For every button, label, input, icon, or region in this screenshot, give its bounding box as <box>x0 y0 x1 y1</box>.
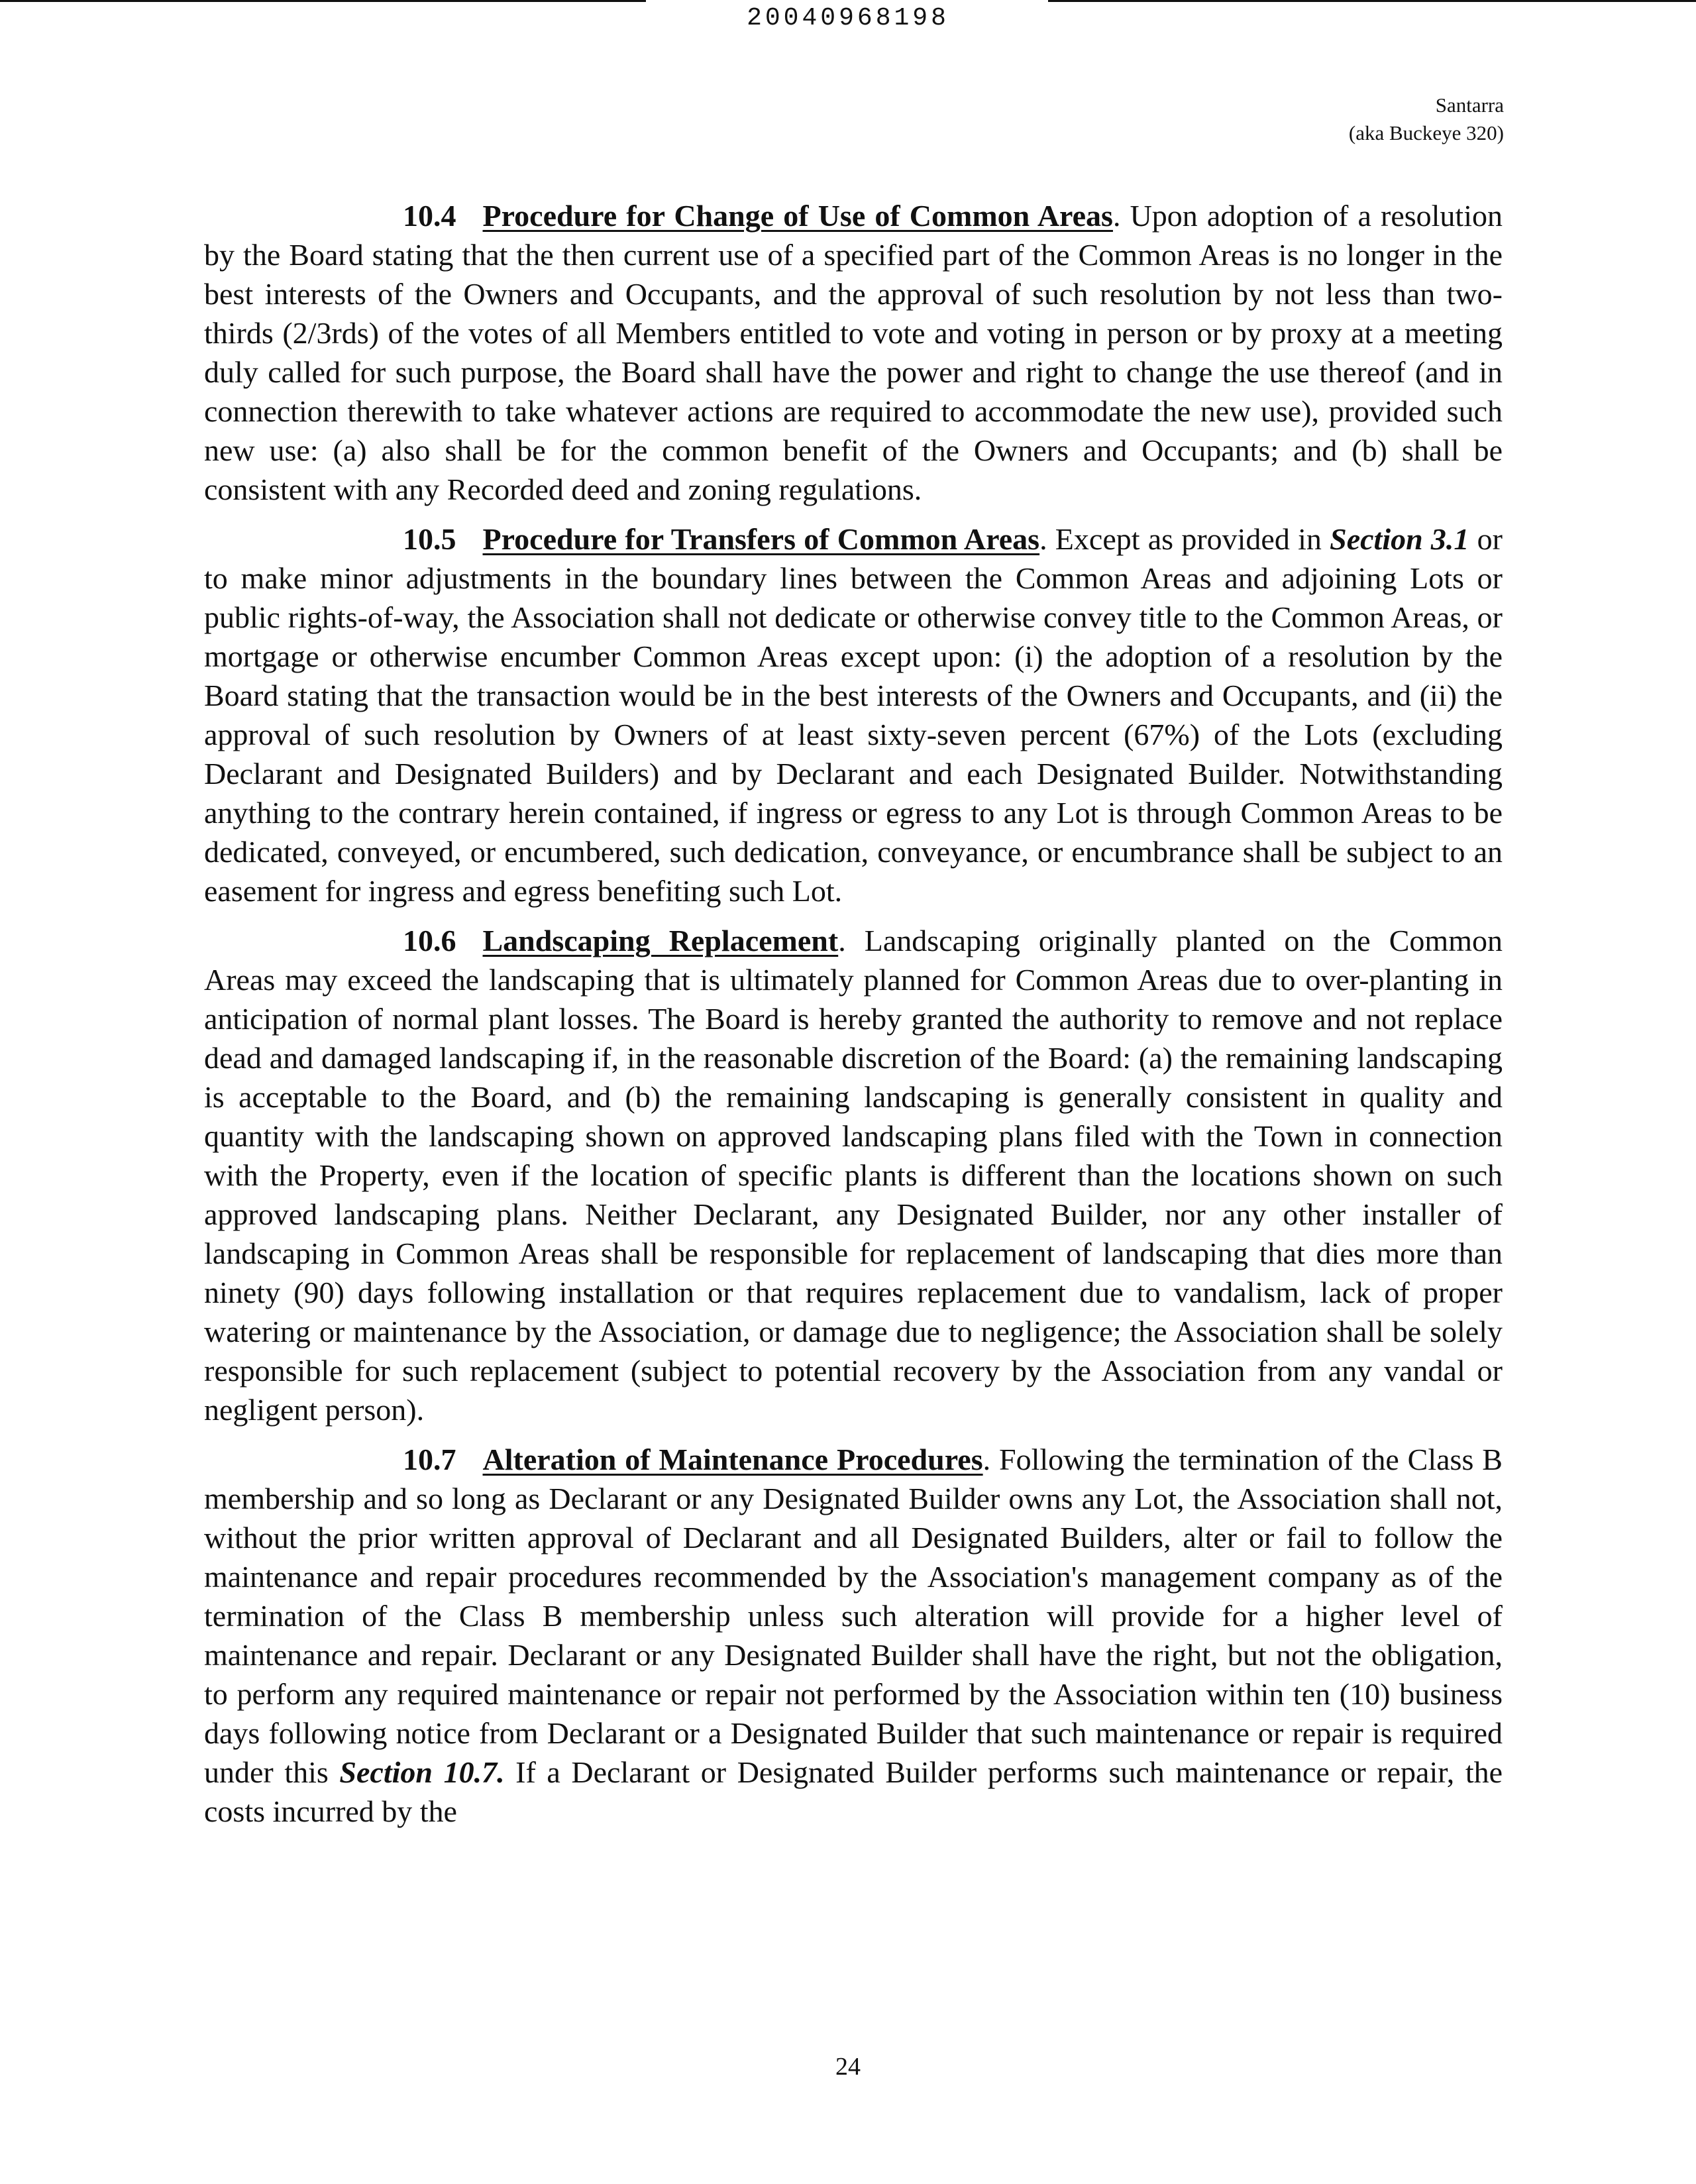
section-title: Landscaping Replacement <box>482 924 839 957</box>
section-10-6 <box>204 921 1503 1429</box>
section-number: 10.7 <box>403 1443 456 1476</box>
section-text: . Landscaping originally planted on the Common Areas may exceed the landscaping that is ultimately planned for Common Areas due to over-planting in anticipation of normal plant losses. The Board is hereby granted the authority to remove and not replace dead and damaged landscaping if, in the reasonable discretion of the Board: (a) the remaining landscaping is acceptable to the Board, and (b) the remaining landscaping is generally consistent in quality and quantity with the landscaping shown on approved landscaping plans filed with the Town in connection with the Property, even if the location of specific plants is different than the locations shown on such approved landscaping plans. Neither Declarant, any Designated Builder, nor any other installer of landscaping in Common Areas shall be responsible for replacement of landscaping that dies more than ninety (90) days following installation or that requires replacement due to vandalism, lack of proper watering or maintenance by the Association, or damage due to negligence; the Association shall be solely responsible for such replacement (subject to potential recovery by the Association from any vandal or negligent person). <box>204 924 1503 1427</box>
document-body <box>204 196 1503 1841</box>
section-title: Procedure for Change of Use of Common Areas <box>482 199 1113 233</box>
section-reference: Section 10.7. <box>339 1755 505 1789</box>
section-10-7 <box>204 1440 1503 1831</box>
section-text-continued: If a Declarant or Designated Builder performs such maintenance or repair, the costs incurred by the <box>204 1755 1503 1828</box>
section-10-4 <box>204 196 1503 509</box>
section-text: . Following the termination of the Class B membership and so long as Declarant or any Designated Builder owns any Lot, the Association shall not, without the prior written approval of Declarant and all Designated Builders, alter or fail to follow the maintenance and repair procedures recommended by the Association's management company as of the termination of the Class B membership unless such alteration will provide for a higher level of maintenance and repair. Declarant or any Designated Builder shall have the right, but not the obligation, to perform any required maintenance or repair not performed by the Association within ten (10) business days following notice from Declarant or a Designated Builder that such maintenance or repair is required under this <box>204 1443 1503 1789</box>
header-project-aka: (aka Buckeye 320) <box>1348 121 1504 144</box>
section-title: Alteration of Maintenance Procedures <box>482 1443 983 1476</box>
scan-top-rule-left <box>0 0 646 2</box>
header-project-name: Santarra <box>1435 93 1504 117</box>
section-title: Procedure for Transfers of Common Areas <box>482 522 1040 556</box>
section-number: 10.4 <box>403 199 456 233</box>
section-text: . Upon adoption of a resolution by the Board stating that the then current use of a specified part of the Common Areas is no longer in the best interests of the Owners and Occupants, and the approval of such resolution by not less than two-thirds (2/3rds) of the votes of all Members entitled to vote and voting in person or by proxy at a meeting duly called for such purpose, the Board shall have the power and right to change the use thereof (and in connection therewith to take whatever actions are required to accommodate the new use), provided such new use: (a) also shall be for the common benefit of the Owners and Occupants; and (b) shall be consistent with any Recorded deed and zoning regulations. <box>204 199 1503 506</box>
section-number: 10.5 <box>403 522 456 556</box>
page-number: 24 <box>835 2053 861 2081</box>
section-text-continued: or to make minor adjustments in the boundary lines between the Common Areas and adjoining Lots or public rights-of-way, the Association shall not dedicate or otherwise convey title to the Common Areas, or mortgage or otherwise encumber Common Areas except upon: (i) the adoption of a resolution by the Board stating that the transaction would be in the best interests of the Owners and Occupants, and (ii) the approval of such resolution by Owners of at least sixty-seven percent (67%) of the Lots (excluding Declarant and Designated Builders) and by Declarant and each Designated Builder. Notwithstanding anything to the contrary herein contained, if ingress or egress to any Lot is through Common Areas to be dedicated, conveyed, or encumbered, such dedication, conveyance, or encumbrance shall be subject to an easement for ingress and egress benefiting such Lot. <box>204 522 1503 908</box>
section-number: 10.6 <box>403 924 456 957</box>
section-reference: Section 3.1 <box>1330 522 1469 556</box>
scan-top-rule-right <box>1048 0 1696 2</box>
document-header <box>1349 91 1504 147</box>
section-10-5 <box>204 519 1503 910</box>
recording-number: 20040968198 <box>747 4 949 32</box>
section-text: . Except as provided in <box>1039 522 1330 556</box>
